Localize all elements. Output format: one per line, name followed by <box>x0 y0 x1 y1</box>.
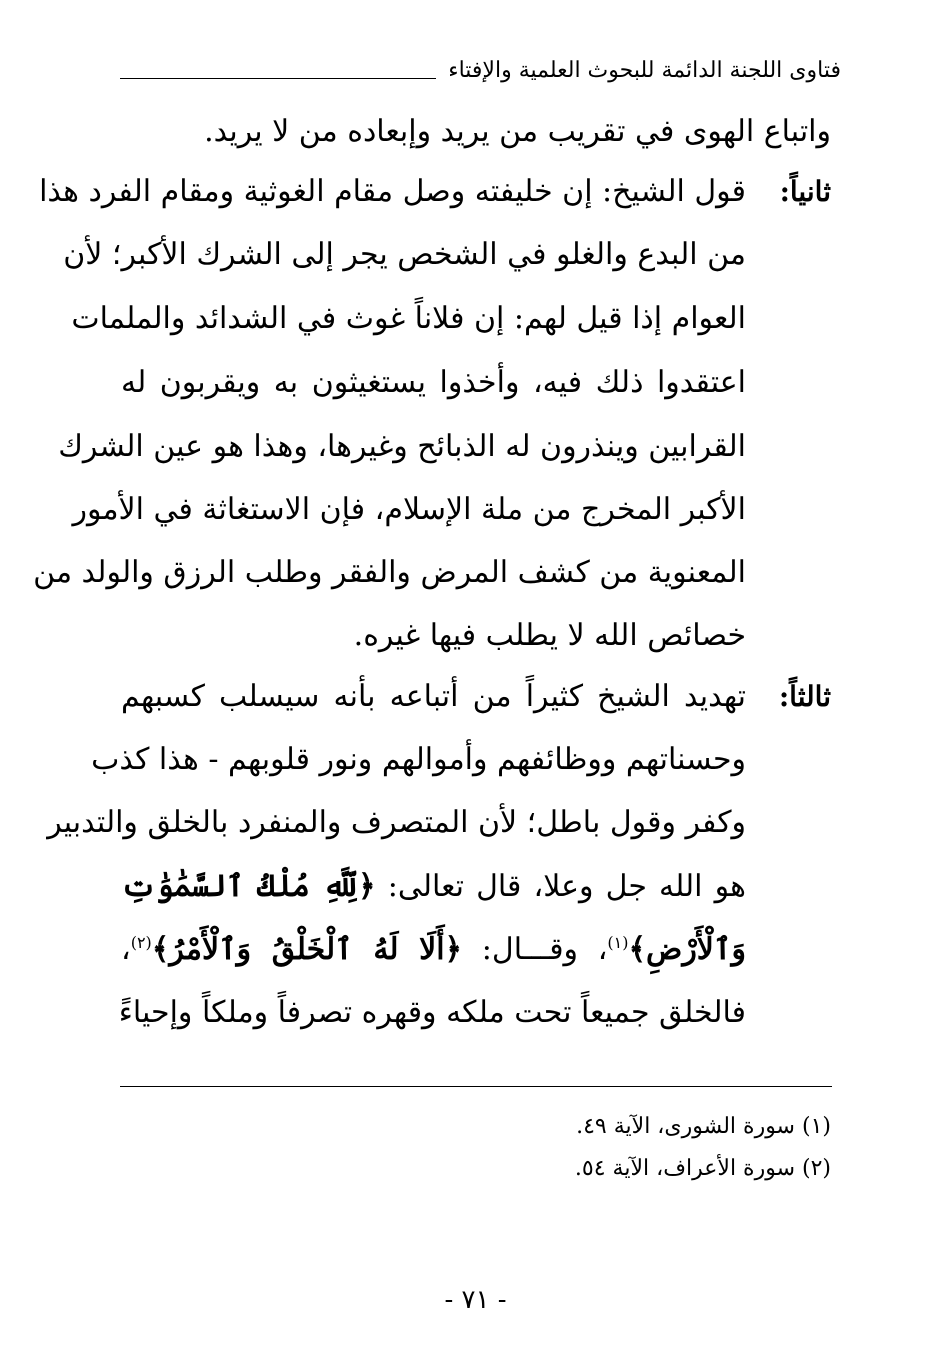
body-text-segment: ، <box>121 932 131 967</box>
body-line: اعتقدوا ذلك فيه، وأخذوا يستغيثون به ويقربون له <box>121 365 746 400</box>
body-line: خصائص الله لا يطلب فيها غيره. <box>353 618 746 653</box>
section-label-third: ثالثاً: <box>778 680 831 713</box>
body-line: العوام إذا قيل لهم: إن فلاناً غوث في الشدائد والملمات <box>71 301 746 336</box>
body-line: وكفر وقول باطل؛ لأن المتصرف والمنفرد بالخلق والتدبير <box>47 805 746 840</box>
body-text-segment: ، وقـــال: <box>481 932 608 967</box>
footnote-ref-2: (٢) <box>130 933 152 952</box>
body-line: تهديد الشيخ كثيراً من أتباعه بأنه سيسلب كسبهم <box>121 679 746 714</box>
quran-verse: ﴿أَلَا لَهُ ٱلْخَلْقُ وَٱلْأَمْرُ﴾ <box>151 932 463 967</box>
running-header-title: فتاوى اللجنة الدائمة للبحوث العلمية والإفتاء <box>448 58 841 83</box>
section-label-second: ثانياً: <box>779 175 831 208</box>
body-line-with-quran <box>121 867 746 907</box>
body-line: فالخلق جميعاً تحت ملكه وقهره تصرفاً وملكاً وإحياءً <box>118 995 746 1030</box>
footnote-2: (٢) سورة الأعراف، الآية ٥٤. <box>574 1156 831 1181</box>
body-line: من البدع والغلو في الشخص يجر إلى الشرك الأكبر؛ لأن <box>63 237 746 272</box>
body-line: وحسناتهم ووظائفهم وأموالهم ونور قلوبهم - هذا كذب <box>91 742 746 777</box>
body-line: الأكبر المخرج من ملة الإسلام، فإن الاستغاثة في الأمور <box>72 492 746 527</box>
page-number: - ٧١ - <box>444 1285 507 1315</box>
footnote-rule <box>120 1086 832 1087</box>
body-line: المعنوية من كشف المرض والفقر وطلب الرزق والولد من <box>33 555 746 590</box>
body-text-segment: هو الله جل وعلا، قال تعالى: <box>387 869 746 904</box>
body-line: قول الشيخ: إن خليفته وصل مقام الغوثية ومقام الفرد هذا <box>39 174 746 209</box>
footnote-ref-1: (١) <box>607 933 629 952</box>
header-rule <box>120 78 436 79</box>
body-line-with-quran <box>121 930 746 970</box>
body-line: القرابين وينذرون له الذبائح وغيرها، وهذا هو عين الشرك <box>58 429 746 464</box>
quran-verse: ﴿لِّلَّهِ مُلْكُ ٱلسَّمَٰوَٰتِ <box>121 869 376 904</box>
quran-verse: وَٱلْأَرْضِ﴾ <box>628 932 746 967</box>
body-line: واتباع الهوى في تقريب من يريد وإبعاده من لا يريد. <box>204 114 831 149</box>
footnote-1: (١) سورة الشورى، الآية ٤٩. <box>576 1114 831 1139</box>
